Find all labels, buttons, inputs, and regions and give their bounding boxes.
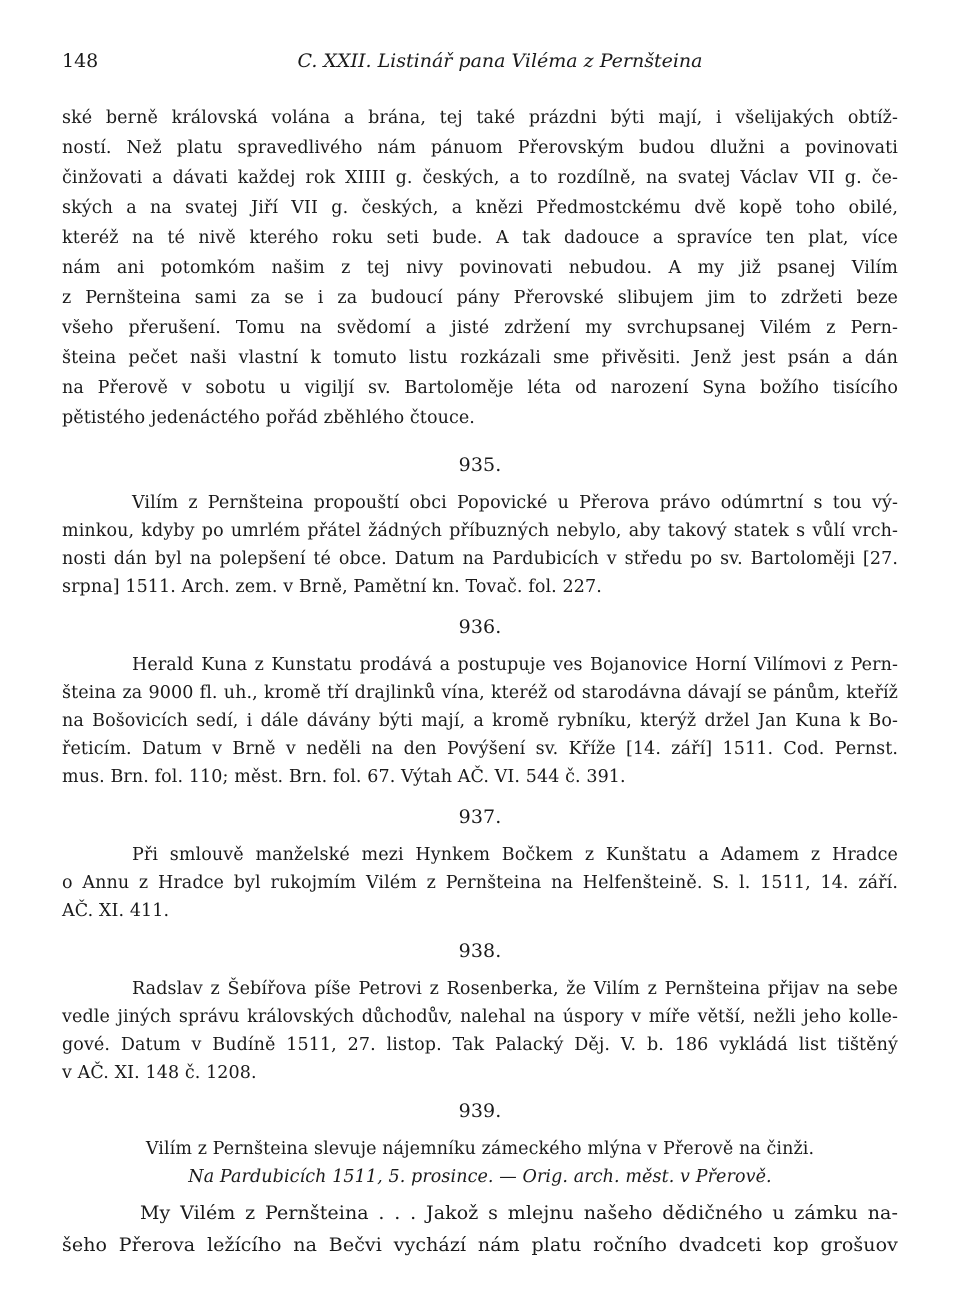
text-line: mus. Brn. fol. 110; měst. Brn. fol. 67. Výtah AČ. VI. 544 č. 391. [62, 767, 626, 787]
text-line: gové. Datum v Budíně 1511, 27. listop. Tak Palacký Děj. V. b. 186 vykládá list tištěný [62, 1035, 898, 1055]
text-line: na Přerově v sobotu u vigiljí sv. Bartoloměje léta od narození Syna božího tisícího [62, 378, 898, 398]
entry-number: 938. [458, 940, 502, 962]
running-title: C. XXII. Listinář pana Viléma z Pernšteina [297, 50, 703, 72]
text-line: Radslav z Šebířova píše Petrovi z Rosenberka, že Vilím z Pernšteina přijav na sebe [132, 979, 898, 999]
text-line: šteina pečet naši vlastní k tomuto listu rozkázali sme přivěsiti. Jenž jest psán a dán [62, 348, 898, 368]
text-line: na Bošovicích sedí, i dále dávány býti mají, a kromě rybníku, kterýž držel Jan Kuna k Bo- [62, 711, 898, 731]
text-line: nosti dán byl na polepšení té obce. Datum na Pardubicích v středu po sv. Bartoloměji [27. [62, 549, 898, 569]
text-line: minkou, kdyby po umrlém přátel žádných příbuzných nebylo, aby takový statek s vůlí vrch- [62, 521, 898, 541]
text-line: všeho přerušení. Tomu na svědomí a jisté zdržení my svrchupsanej Vilém z Pern- [62, 318, 898, 338]
text-line: ských a na svatej Jiří VII g. českých, a knězi Předmostckému dvě kopě toho obilé, [62, 198, 898, 218]
entry-number: 935. [458, 454, 502, 476]
text-line: Vilím z Pernšteina propouští obci Popovické u Přerova právo odúmrtní s tou vý- [132, 493, 898, 513]
text-line: o Annu z Hradce byl rukojmím Vilém z Pernšteina na Helfenšteině. S. l. 1511, 14. září. [62, 873, 898, 893]
text-line: srpna] 1511. Arch. zem. v Brně, Pamětní kn. Tovač. fol. 227. [62, 577, 602, 597]
text-line: řeticím. Datum v Brně v neděli na den Povýšení sv. Kříže [14. září] 1511. Cod. Pernst. [62, 739, 898, 759]
page-header [62, 50, 898, 80]
text-line: šteina za 9000 fl. uh., kromě tří drajlinků vína, kteréž od starodávna dávají se pánům, kteříž [62, 683, 898, 703]
entry-source: Na Pardubicích 1511, 5. prosince. — Orig. arch. měst. v Přerově. [188, 1167, 772, 1187]
text-line: šeho Přerova ležícího na Bečvi vychází nám platu ročního dvadceti kop grošuov [62, 1234, 898, 1256]
text-line: My Vilém z Pernšteina . . . Jakož s mlejnu našeho dědičného u zámku na- [140, 1202, 898, 1224]
text-line: ské berně královská volána a brána, tej také prázdni býti mají, i všelijakých obtíž- [62, 108, 898, 128]
text-line: činžovati a dávati každej rok XIIII g. českých, a to rozdílně, na svatej Václav VII g. če- [62, 168, 898, 188]
text-line: vedle jiných správu královských důchodův, nalehal na úspory v míře větší, nežli jeho kolle- [62, 1007, 898, 1027]
text-line: ností. Než platu spravedlivého nám pánuom Přerovským budou dlužni a povinovati [62, 138, 898, 158]
text-line: Při smlouvě manželské mezi Hynkem Bočkem z Kunštatu a Adamem z Hradce [132, 845, 898, 865]
entry-number: 936. [458, 616, 502, 638]
text-line: v AČ. XI. 148 č. 1208. [62, 1063, 257, 1083]
entry-number: 939. [458, 1100, 502, 1122]
text-line: Herald Kuna z Kunstatu prodává a postupuje ves Bojanovice Horní Vilímovi z Pern- [132, 655, 898, 675]
page-number: 148 [62, 50, 99, 72]
text-line: kteréž na té nivě kterého roku seti bude. A tak dadouce a spravíce ten plat, více [62, 228, 898, 248]
text-line: nám ani potomkóm našim z tej nivy povinovati nebudou. A my již psanej Vilím [62, 258, 898, 278]
text-line: AČ. XI. 411. [62, 901, 170, 921]
entry-summary: Vilím z Pernšteina slevuje nájemníku zámeckého mlýna v Přerově na činži. [145, 1139, 815, 1159]
entry-number: 937. [458, 806, 502, 828]
text-line: pětistého jedenáctého pořád zběhlého čtouce. [62, 408, 475, 428]
text-line: z Pernšteina sami za se i za budoucí pány Přerovské slibujem jim to zdržeti beze [62, 288, 898, 308]
